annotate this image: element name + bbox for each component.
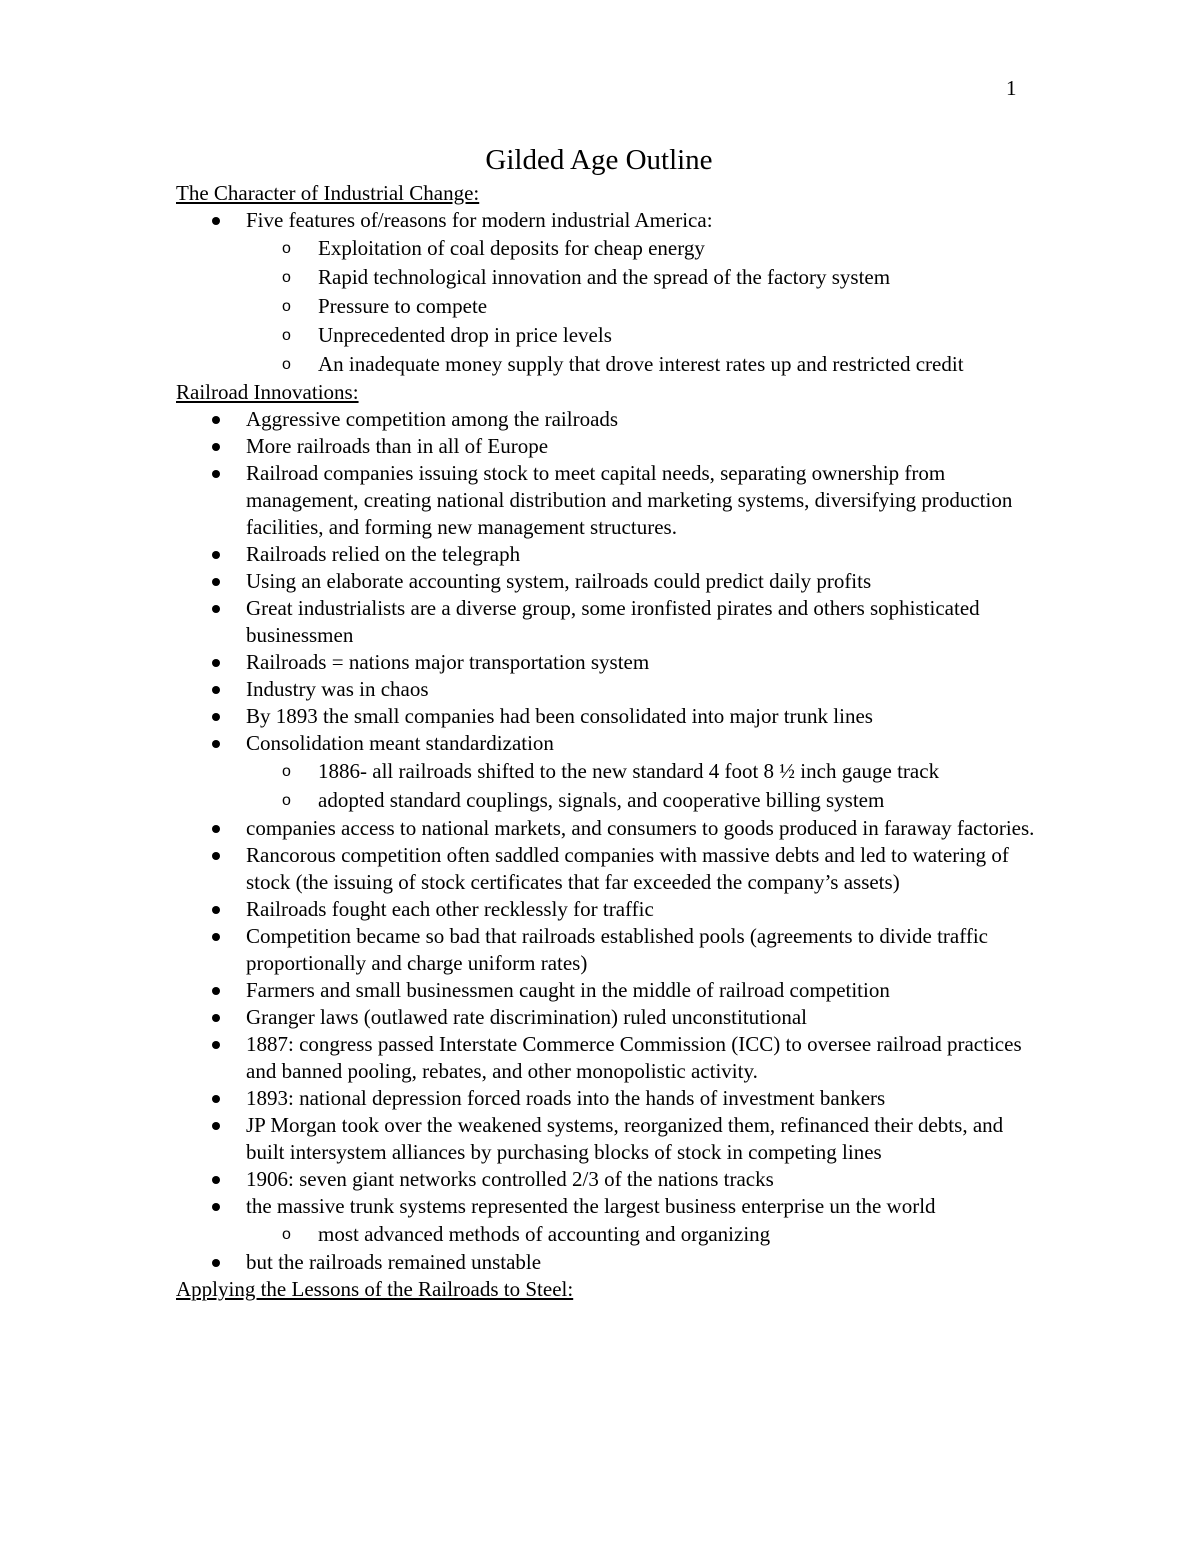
list-item — [176, 1031, 1046, 1085]
list-item-text: Competition became so bad that railroads established pools (agreements to divide traffic proportionally and charge uniform rates) — [246, 924, 988, 975]
document-body — [176, 140, 1046, 1303]
circle-bullet-icon: o — [282, 240, 291, 257]
section-heading: Railroad Innovations: — [176, 380, 359, 404]
sub-list-item-text: Pressure to compete — [318, 294, 488, 318]
list-item — [176, 433, 1046, 460]
list-item-text: 1893: national depression forced roads into the hands of investment bankers — [246, 1086, 886, 1110]
bullet-icon — [212, 217, 220, 225]
bullet-icon — [212, 605, 220, 613]
circle-bullet-icon: o — [282, 269, 291, 286]
list-item — [176, 977, 1046, 1004]
bullet-icon — [212, 987, 220, 995]
circle-bullet-icon: o — [282, 356, 291, 373]
bullet-icon — [212, 933, 220, 941]
bullet-icon — [212, 1014, 220, 1022]
list-item-text: Railroads = nations major transportation system — [246, 650, 650, 674]
circle-bullet-icon: o — [282, 327, 291, 344]
bullet-icon — [212, 659, 220, 667]
section-heading: Applying the Lessons of the Railroads to Steel: — [176, 1277, 574, 1301]
bullet-icon — [212, 416, 220, 424]
list-item-text: Railroads fought each other recklessly for traffic — [246, 897, 654, 921]
bullet-icon — [212, 1176, 220, 1184]
circle-bullet-icon: o — [282, 1226, 291, 1243]
outline — [176, 180, 1046, 1303]
list-item — [176, 703, 1046, 730]
sub-list-item — [246, 234, 1046, 263]
sub-list — [246, 1220, 1046, 1249]
bullet-icon — [212, 825, 220, 833]
list-item — [176, 568, 1046, 595]
bullet-icon — [212, 1041, 220, 1049]
bullet-list — [176, 207, 1046, 379]
list-item-text: Railroads relied on the telegraph — [246, 542, 521, 566]
list-item — [176, 460, 1046, 541]
list-item-text: the massive trunk systems represented the largest business enterprise un the world — [246, 1194, 936, 1218]
bullet-icon — [212, 578, 220, 586]
list-item-text: Farmers and small businessmen caught in the middle of railroad competition — [246, 978, 890, 1002]
list-item-text: but the railroads remained unstable — [246, 1250, 542, 1274]
list-item — [176, 730, 1046, 815]
list-item — [176, 1004, 1046, 1031]
sub-list-item-text: An inadequate money supply that drove interest rates up and restricted credit — [318, 352, 964, 376]
list-item-text: JP Morgan took over the weakened systems, reorganized them, refinanced their debts, and built intersystem alliances by purchasing blocks of stock in competing lines — [246, 1113, 1004, 1164]
sub-list — [246, 234, 1046, 379]
list-item-text: Rancorous competition often saddled companies with massive debts and led to watering of stock (the issuing of stock certificates that far exceeded the company’s assets) — [246, 843, 1009, 894]
list-item — [176, 923, 1046, 977]
sub-list-item-text: adopted standard couplings, signals, and cooperative billing system — [318, 788, 885, 812]
circle-bullet-icon: o — [282, 298, 291, 315]
bullet-icon — [212, 1122, 220, 1130]
sub-list-item — [246, 1220, 1046, 1249]
circle-bullet-icon: o — [282, 792, 291, 809]
sub-list-item — [246, 757, 1046, 786]
bullet-icon — [212, 852, 220, 860]
list-item-text: More railroads than in all of Europe — [246, 434, 549, 458]
list-item-text: 1887: congress passed Interstate Commerce Commission (ICC) to oversee railroad practices and banned pooling, rebates, and other monopolistic activity. — [246, 1032, 1022, 1083]
circle-bullet-icon: o — [282, 763, 291, 780]
bullet-icon — [212, 1203, 220, 1211]
list-item-text: Five features of/reasons for modern industrial America: — [246, 208, 713, 232]
sub-list-item — [246, 263, 1046, 292]
sub-list-item-text: Rapid technological innovation and the spread of the factory system — [318, 265, 891, 289]
sub-list-item — [246, 321, 1046, 350]
list-item — [176, 815, 1046, 842]
sub-list-item — [246, 292, 1046, 321]
sub-list-item-text: Unprecedented drop in price levels — [318, 323, 612, 347]
list-item-text: Industry was in chaos — [246, 677, 429, 701]
list-item — [176, 1112, 1046, 1166]
bullet-icon — [212, 1095, 220, 1103]
sub-list-item-text: most advanced methods of accounting and organizing — [318, 1222, 771, 1246]
list-item — [176, 406, 1046, 433]
page-number: 1 — [1006, 76, 1017, 100]
list-item-text: companies access to national markets, and consumers to goods produced in faraway factories. — [246, 816, 1035, 840]
bullet-icon — [212, 1259, 220, 1267]
list-item — [176, 207, 1046, 379]
sub-list — [246, 757, 1046, 815]
sub-list-item-text: 1886- all railroads shifted to the new standard 4 foot 8 ½ inch gauge track — [318, 759, 940, 783]
sub-list-item — [246, 786, 1046, 815]
bullet-list — [176, 406, 1046, 1276]
bullet-icon — [212, 551, 220, 559]
section-heading: The Character of Industrial Change: — [176, 181, 480, 205]
list-item-text: 1906: seven giant networks controlled 2/3 of the nations tracks — [246, 1167, 774, 1191]
bullet-icon — [212, 906, 220, 914]
list-item-text: Aggressive competition among the railroads — [246, 407, 619, 431]
list-item — [176, 676, 1046, 703]
bullet-icon — [212, 740, 220, 748]
document-title: Gilded Age Outline — [485, 144, 713, 176]
list-item-text: Consolidation meant standardization — [246, 731, 554, 755]
bullet-icon — [212, 686, 220, 694]
list-item — [176, 1085, 1046, 1112]
sub-list-item-text: Exploitation of coal deposits for cheap energy — [318, 236, 705, 260]
list-item-text: Great industrialists are a diverse group, some ironfisted pirates and others sophisticated businessmen — [246, 596, 980, 647]
list-item — [176, 842, 1046, 896]
bullet-icon — [212, 713, 220, 721]
list-item-text: Granger laws (outlawed rate discrimination) ruled unconstitutional — [246, 1005, 808, 1029]
list-item-text: Using an elaborate accounting system, railroads could predict daily profits — [246, 569, 872, 593]
sub-list-item — [246, 350, 1046, 379]
bullet-icon — [212, 443, 220, 451]
list-item — [176, 1193, 1046, 1249]
list-item-text: By 1893 the small companies had been consolidated into major trunk lines — [246, 704, 873, 728]
list-item — [176, 896, 1046, 923]
list-item — [176, 541, 1046, 568]
list-item — [176, 1166, 1046, 1193]
list-item — [176, 649, 1046, 676]
bullet-icon — [212, 470, 220, 478]
list-item — [176, 595, 1046, 649]
list-item-text: Railroad companies issuing stock to meet capital needs, separating ownership from management, creating national distribution and marketing systems, diversifying production facilities, and forming new management structures. — [246, 461, 1013, 539]
list-item — [176, 1249, 1046, 1276]
